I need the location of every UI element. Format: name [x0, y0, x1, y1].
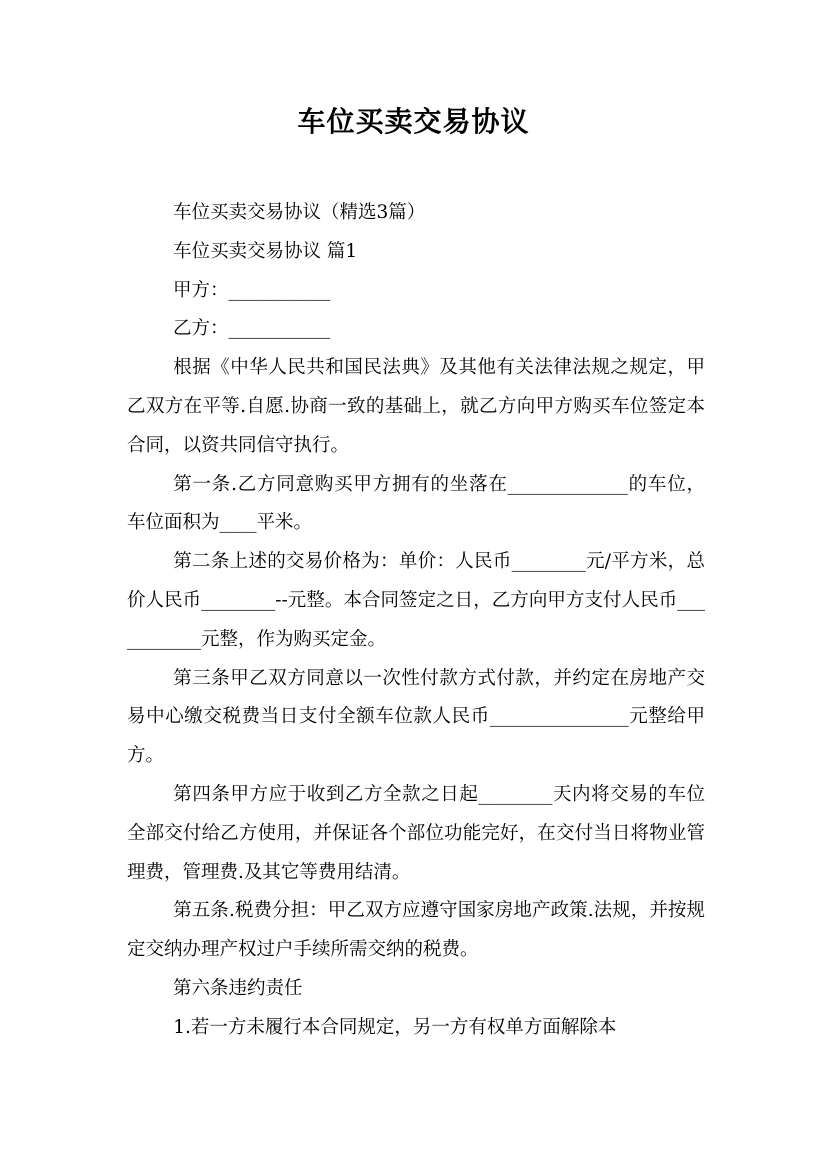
document-body	[127, 194, 705, 1048]
document-title: 车位买卖交易协议	[297, 105, 530, 138]
article-5-paragraph: 第五条.税费分担：甲乙双方应遵守国家房地产政策.法规，并按规定交纳办理产权过户手续所需交纳的税费。	[127, 900, 705, 961]
subtitle-line: 车位买卖交易协议（精选3篇）	[173, 202, 426, 223]
section-heading: 车位买卖交易协议 篇1	[173, 240, 358, 262]
party-a-line: 甲方：___________	[173, 279, 331, 301]
article-1-paragraph: 第一条.乙方同意购买甲方拥有的坐落在_____________的车位，车位面积为____平米。	[127, 473, 705, 534]
article-6-clause-1: 1.若一方未履行本合同规定，另一方有权单方面解除本	[173, 1016, 617, 1038]
article-3-paragraph: 第三条甲乙双方同意以一次性付款方式付款，并约定在房地产交易中心缴交税费当日支付全额车位款人民币_______________元整给甲方。	[127, 667, 705, 767]
preamble-paragraph: 根据《中华人民共和国民法典》及其他有关法律法规之规定，甲乙双方在平等.自愿.协商一致的基础上，就乙方向甲方购买车位签定本合同，以资共同信守执行。	[127, 357, 705, 456]
article-2-paragraph: 第二条上述的交易价格为：单价：人民币________元/平方米，总价人民币________--元整。本合同签定之日，乙方向甲方支付人民币___________元整，作为购买定金。	[127, 551, 705, 650]
article-6-heading: 第六条违约责任	[173, 977, 303, 999]
party-b-line: 乙方：___________	[173, 318, 331, 340]
article-4-paragraph: 第四条甲方应于收到乙方全款之日起________天内将交易的车位全部交付给乙方使用，并保证各个部位功能完好，在交付当日将物业管理费，管理费.及其它等费用结清。	[127, 783, 705, 883]
